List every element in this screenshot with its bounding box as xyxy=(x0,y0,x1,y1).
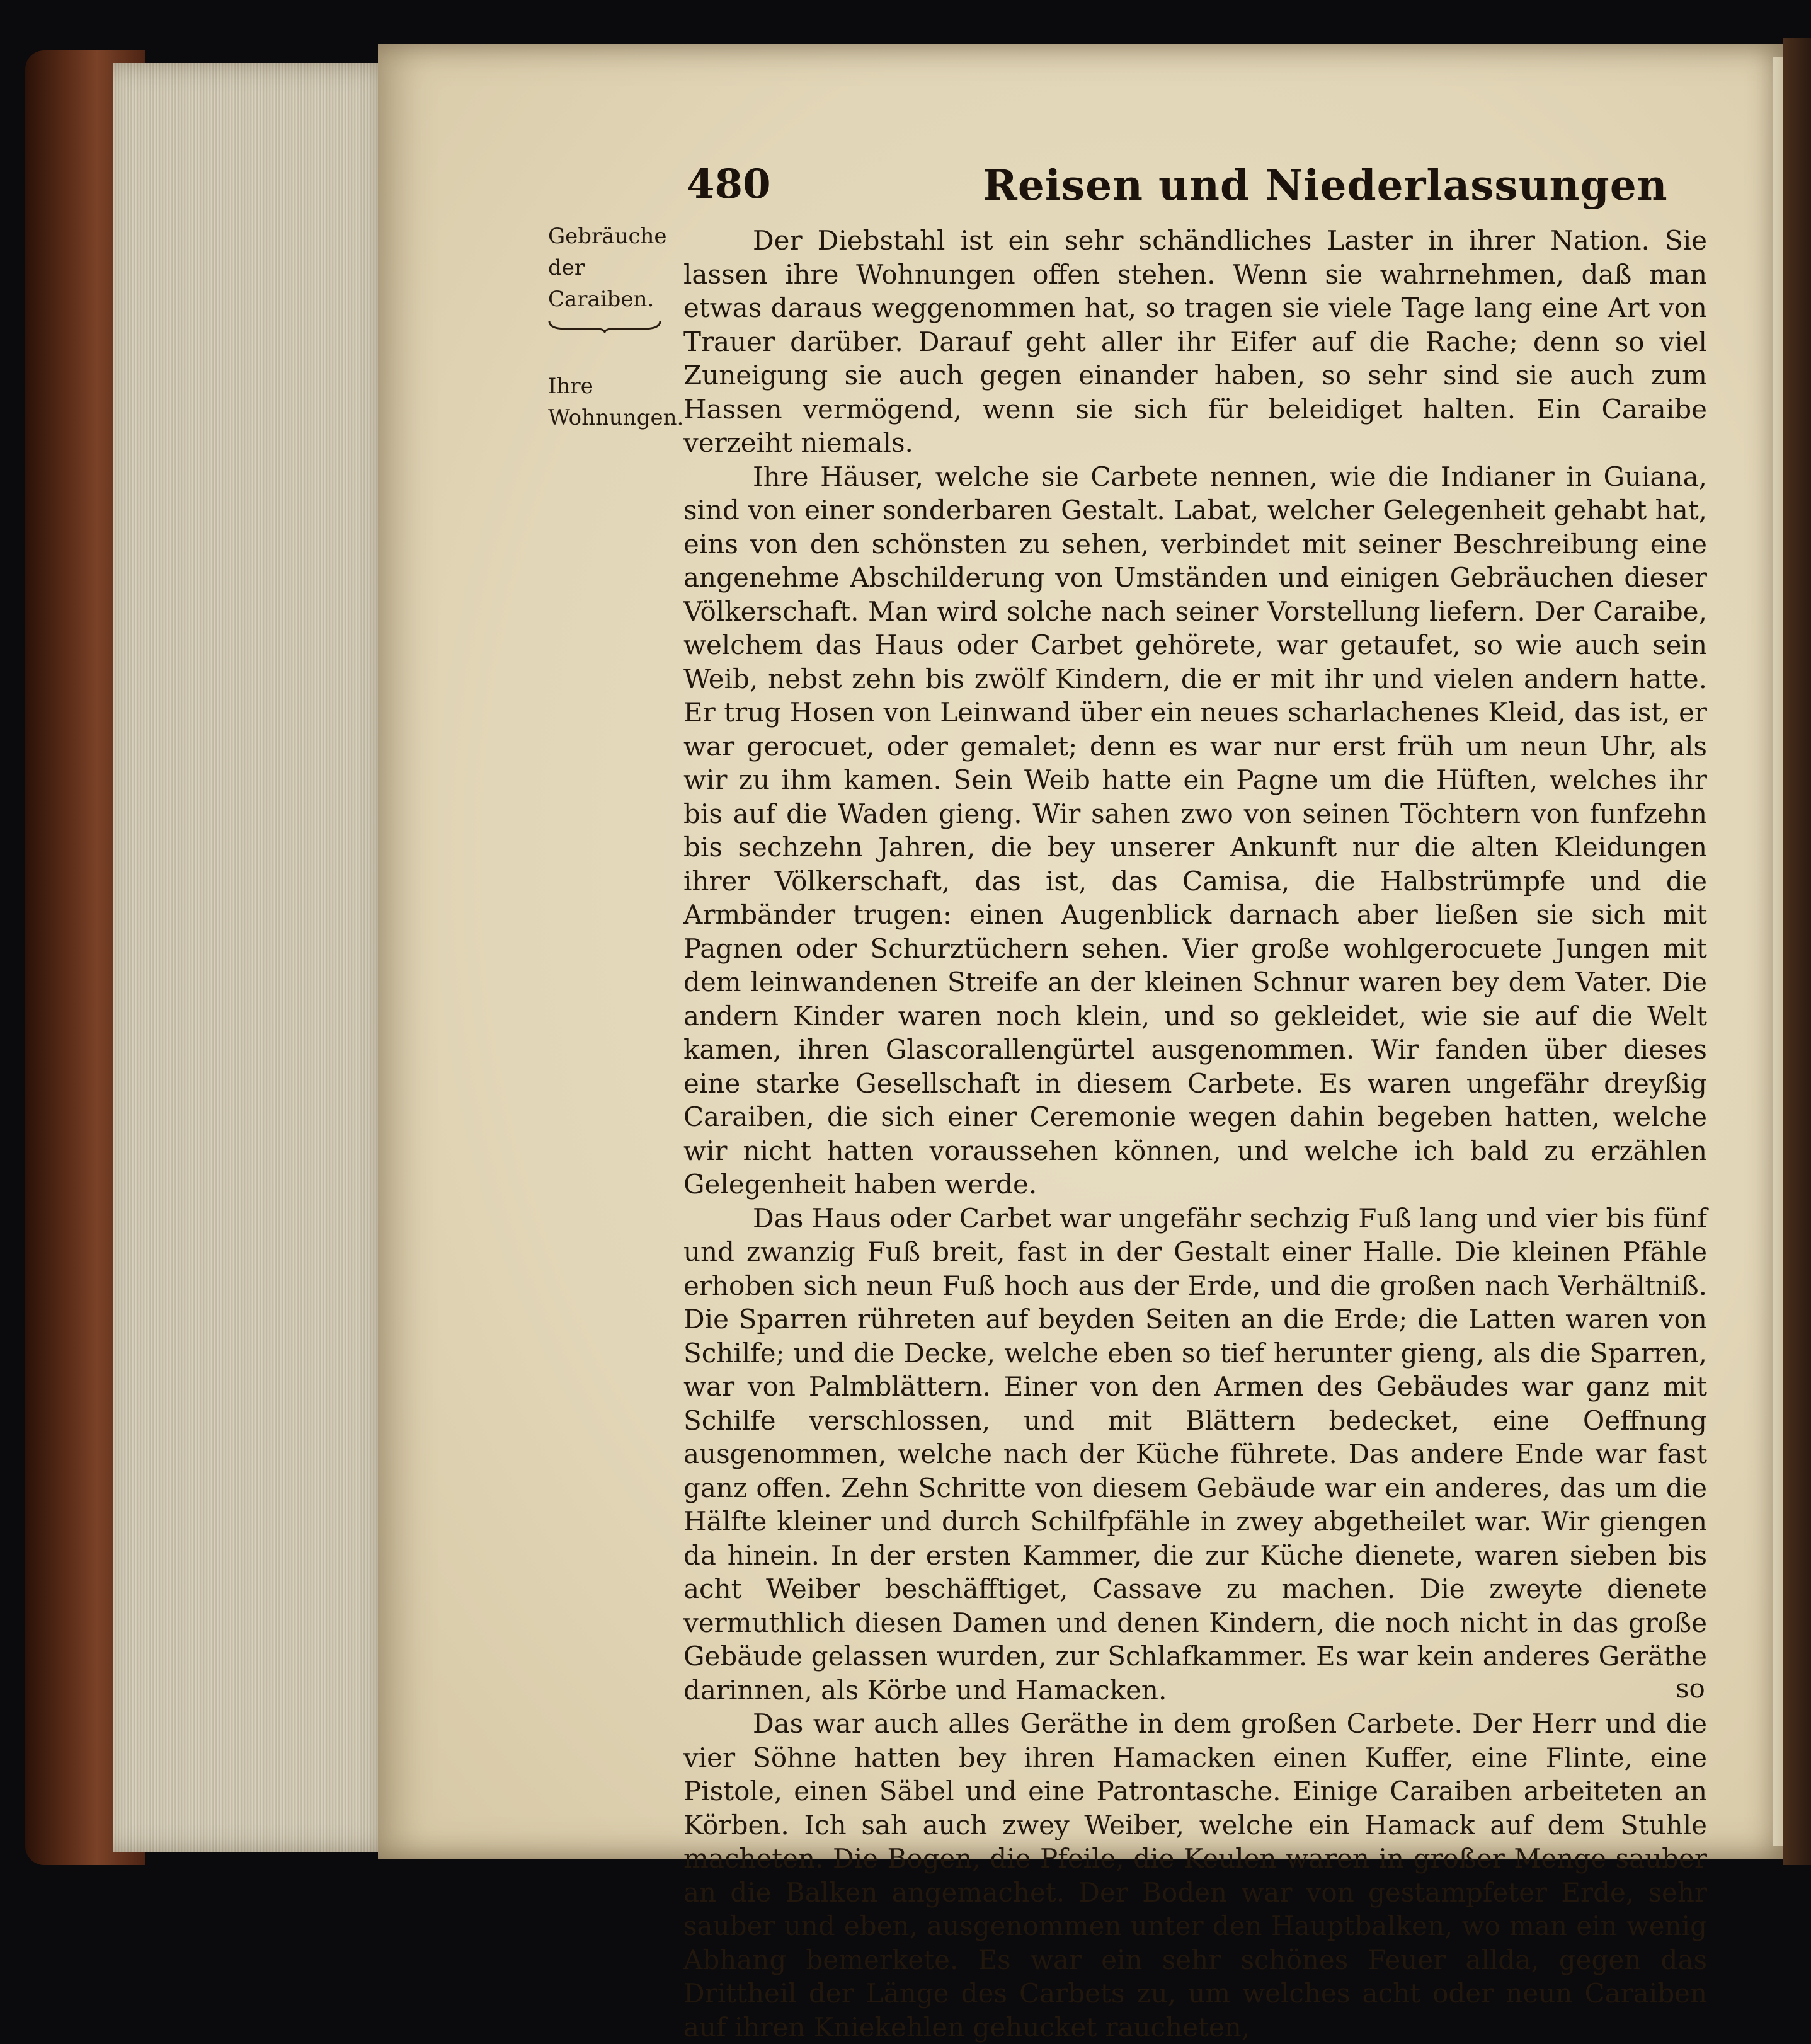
paragraph: Der Diebstahl ist ein sehr schändliches Laster in ihrer Nation. Sie lassen ihre Wohnungen offen stehen. Wenn sie wahrnehmen, daß man etwas daraus weggenommen hat, so tragen sie viele Tage lang eine Art von Trauer darüber. Darauf geht aller ihr Eifer auf die Rache; denn so viel Zuneigung sie auch gegen einander haben, so sehr sind sie auch zum Hassen vermögend, wenn sie sich für beleidiget halten. Ein Caraibe verzeiht niemals. xyxy=(683,225,1707,458)
paragraph: Das war auch alles Geräthe in dem großen Carbete. Der Herr und die vier Söhne hatten bey ihren Hamacken einen Kuffer, eine Flinte, eine Pistole, einen Säbel und eine Patrontasche. Einige Caraiben arbeiteten an Körben. Ich sah auch zwey Weiber, welche ein Hamack auf dem Stuhle macheten. Die Bogen, die Pfeile, die Keulen waren in großer Menge sauber an die Balken angemachet. Der Boden war von gestampfeter Erde, sehr sauber und eben, ausgenommen unter den Hauptbalken, wo man ein wenig Abhang bemerkete. Es war ein sehr schönes Feuer allda, gegen das Drittheil der Länge des Carbets zu, um welches acht oder neun Caraiben auf ihren Kniekehlen gehucket raucheten, xyxy=(683,1708,1707,2043)
page-header xyxy=(687,161,1732,217)
margin-note-text: Gebräuche der Caraiben. xyxy=(548,224,667,312)
catchword: so xyxy=(1676,1673,1705,1704)
page-number: 480 xyxy=(687,161,771,208)
running-head: Reisen und Niederlassungen xyxy=(983,161,1668,210)
paragraph: Das Haus oder Carbet war ungefähr sechzig Fuß lang und vier bis fünf und zwanzig Fuß breit, fast in der Gestalt einer Halle. Die kleinen Pfähle erhoben sich neun Fuß hoch aus der Erde, und die großen nach Verhältniß. Die Sparren rühreten auf beyden Seiten an die Erde; die Latten waren von Schilfe; und die Decke, welche eben so tief herunter gieng, als die Sparren, war von Palmblättern. Einer von den Armen des Gebäudes war ganz mit Schilfe verschlossen, und mit Blättern bedecket, eine Oeffnung ausgenommen, welche nach der Küche führete. Das andere Ende war fast ganz offen. Zehn Schritte von diesem Gebäude war ein anderes, das um die Hälfte kleiner und durch Schilfpfähle in zwey abgetheilet war. Wir giengen da hinein. In der ersten Kammer, die zur Küche dienete, waren sieben bis acht Weiber beschäfftiget, Cassave zu machen. Die zweyte dienete vermuthlich diesen Damen und denen Kindern, die noch nicht in das große Gebäude gelassen wurden, zur Schlafkammer. Es war kein anderes Geräthe darinnen, als Körbe und Hamacken. xyxy=(683,1202,1707,1706)
page-block-edges xyxy=(113,63,397,1852)
margin-notes xyxy=(548,221,684,471)
body-text xyxy=(683,224,1707,2044)
brace-icon xyxy=(548,319,661,333)
paragraph: Ihre Häuser, welche sie Carbete nennen, wie die Indianer in Guiana, sind von einer sonderbaren Gestalt. Labat, welcher Gelegenheit gehabt hat, eins von den schönsten zu sehen, verbindet mit seiner Beschreibung eine angenehme Abschilderung von Umständen und einigen Gebräuchen dieser Völkerschaft. Man wird solche nach seiner Vorstellung liefern. Der Caraibe, welchem das Haus oder Carbet gehörete, war getaufet, so wie auch sein Weib, nebst zehn bis zwölf Kindern, die er mit ihr und vielen andern hatte. Er trug Hosen von Leinwand über ein neues scharlachenes Kleid, das ist, er war gerocuet, oder gemalet; denn es war nur erst früh um neun Uhr, als wir zu ihm kamen. Sein Weib hatte ein Pagne um die Hüften, welches ihr bis auf die Waden gieng. Wir sahen zwo von seinen Töchtern von funfzehn bis sechzehn Jahren, die bey unserer Ankunft nur die alten Kleidungen ihrer Völkerschaft, das ist, das Camisa, die Halbstrümpfe und die Armbänder trugen: einen Augenblick darnach aber ließen sie sich mit Pagnen oder Schurztüchern sehen. Vier große wohlgerocuete Jungen mit dem leinwandenen Streife an der kleinen Schnur waren bey dem Vater. Die andern Kinder waren noch klein, und so gekleidet, wie sie auf die Welt kamen, ihren Glascorallengürtel ausgenommen. Wir fanden über dieses eine starke Gesellschaft in diesem Carbete. Es waren ungefähr dreyßig Caraiben, die sich einer Ceremonie wegen dahin begeben hatten, welche wir nicht hatten voraussehen können, und welche ich bald zu erzählen Gelegenheit haben werde. xyxy=(683,461,1707,1200)
margin-note-text: Ihre Wohnungen. xyxy=(548,374,684,430)
book-right-edge xyxy=(1783,38,1811,1865)
margin-note-gebraeuche xyxy=(548,221,674,333)
margin-note-wohnungen xyxy=(548,370,684,433)
